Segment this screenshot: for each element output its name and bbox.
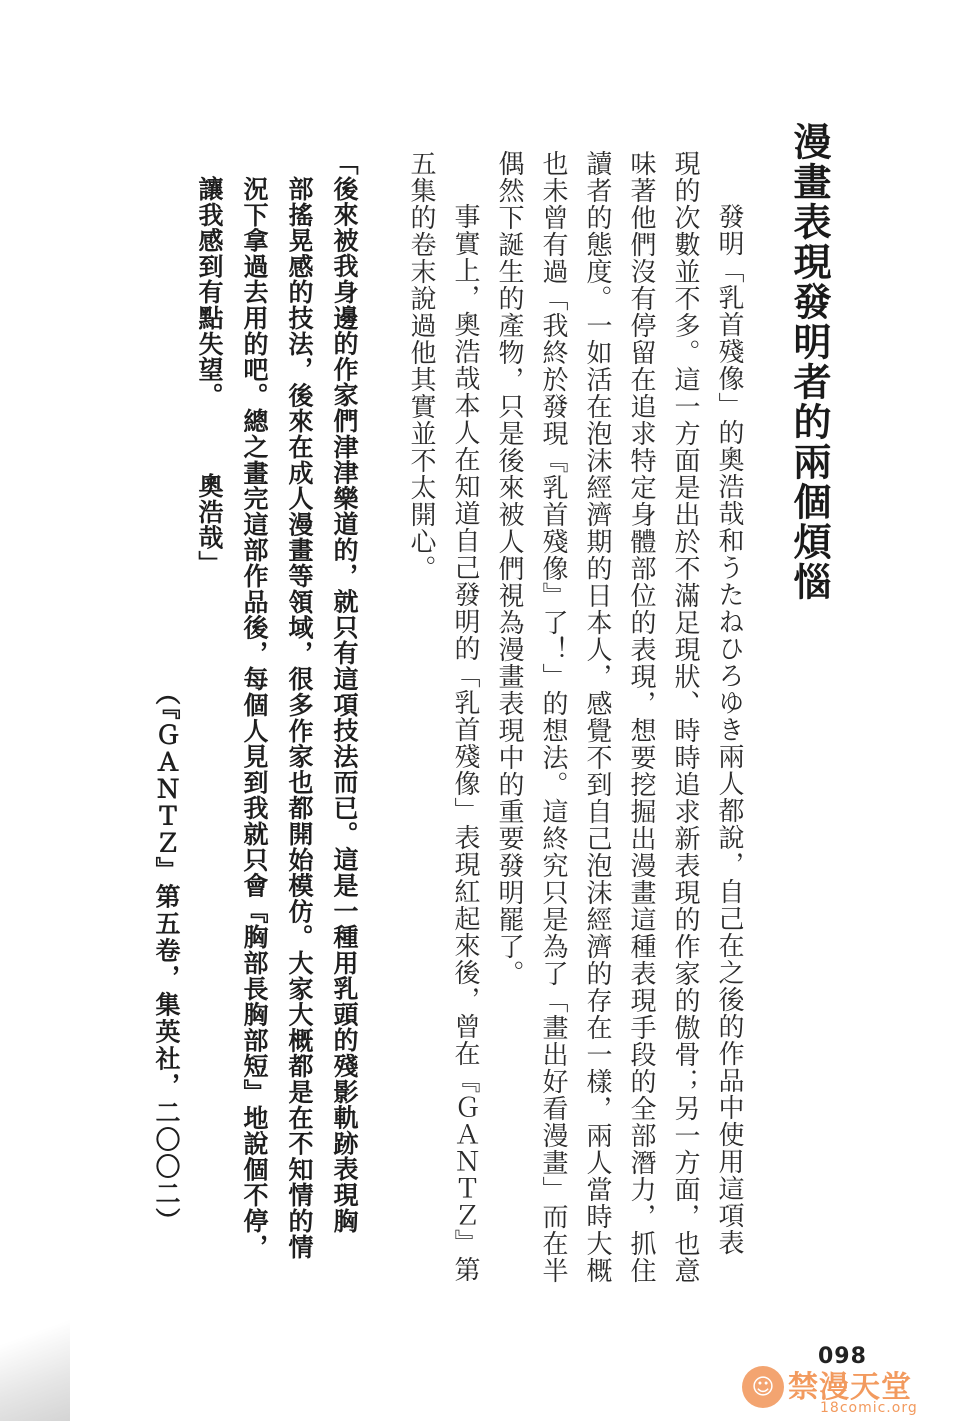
- body-line: 也未曾有過「我終於發現『乳首殘像』了！」的想法。這終究只是為了「畫出好看漫畫」而在半: [538, 150, 568, 1284]
- quote-line: 讓我感到有點失望。 奧浩哉」: [195, 176, 224, 577]
- watermark: [742, 1362, 952, 1418]
- quote-line: 況下拿過去用的吧。總之畫完這部作品後，每個人見到我就只會『胸部長胸部短』地說個不停，: [240, 176, 269, 1260]
- watermark-text: 禁漫天堂: [788, 1370, 912, 1405]
- body-line: 偶然下誕生的產物，只是後來被人們視為漫畫表現中的重要發明罷了。: [494, 150, 524, 987]
- body-line: 現的次數並不多。這一方面是出於不滿足現狀、時時追求新表現的作家的傲骨；另一方面，也意: [670, 150, 700, 1284]
- quote-line: 「後來被我身邊的作家們津津樂道的，就只有這項技法而已。這是一種用乳頭的殘影軌跡表現胸: [330, 150, 359, 1234]
- body-line: 事實上，奧浩哉本人在知道自己發明的「乳首殘像」表現紅起來後，曾在『ＧＡＮＴＺ』第: [450, 176, 480, 1283]
- body-line: 讀者的態度。一如活在泡沫經濟期的日本人，感覺不到自己泡沫經濟的存在一樣，兩人當時大概: [582, 150, 612, 1284]
- body-line: 發明「乳首殘像」的奧浩哉和うたねひろゆき兩人都說，自己在之後的作品中使用這項表: [714, 176, 744, 1256]
- citation: （『ＧＡＮＴＺ』第五卷，集英社，二〇〇二）: [152, 680, 181, 1235]
- watermark-url: 18comic.org: [820, 1400, 918, 1416]
- body-line: 味著他們沒有停留在追求特定身體部位的表現，想要挖掘出漫畫這種表現手段的全部潛力，抓住: [626, 150, 656, 1284]
- body-line: 五集的卷末說過他其實並不太開心。: [406, 150, 436, 582]
- page-number: 098: [818, 1344, 867, 1369]
- page-corner-shadow: [0, 1290, 70, 1421]
- watermark-logo-icon: ☺: [742, 1366, 784, 1408]
- quote-line: 部搖晃感的技法，後來在成人漫畫等領域，很多作家也都開始模仿。大家大概都是在不知情的情: [285, 176, 314, 1260]
- section-title: 漫畫表現發明者的兩個煩惱: [787, 122, 831, 602]
